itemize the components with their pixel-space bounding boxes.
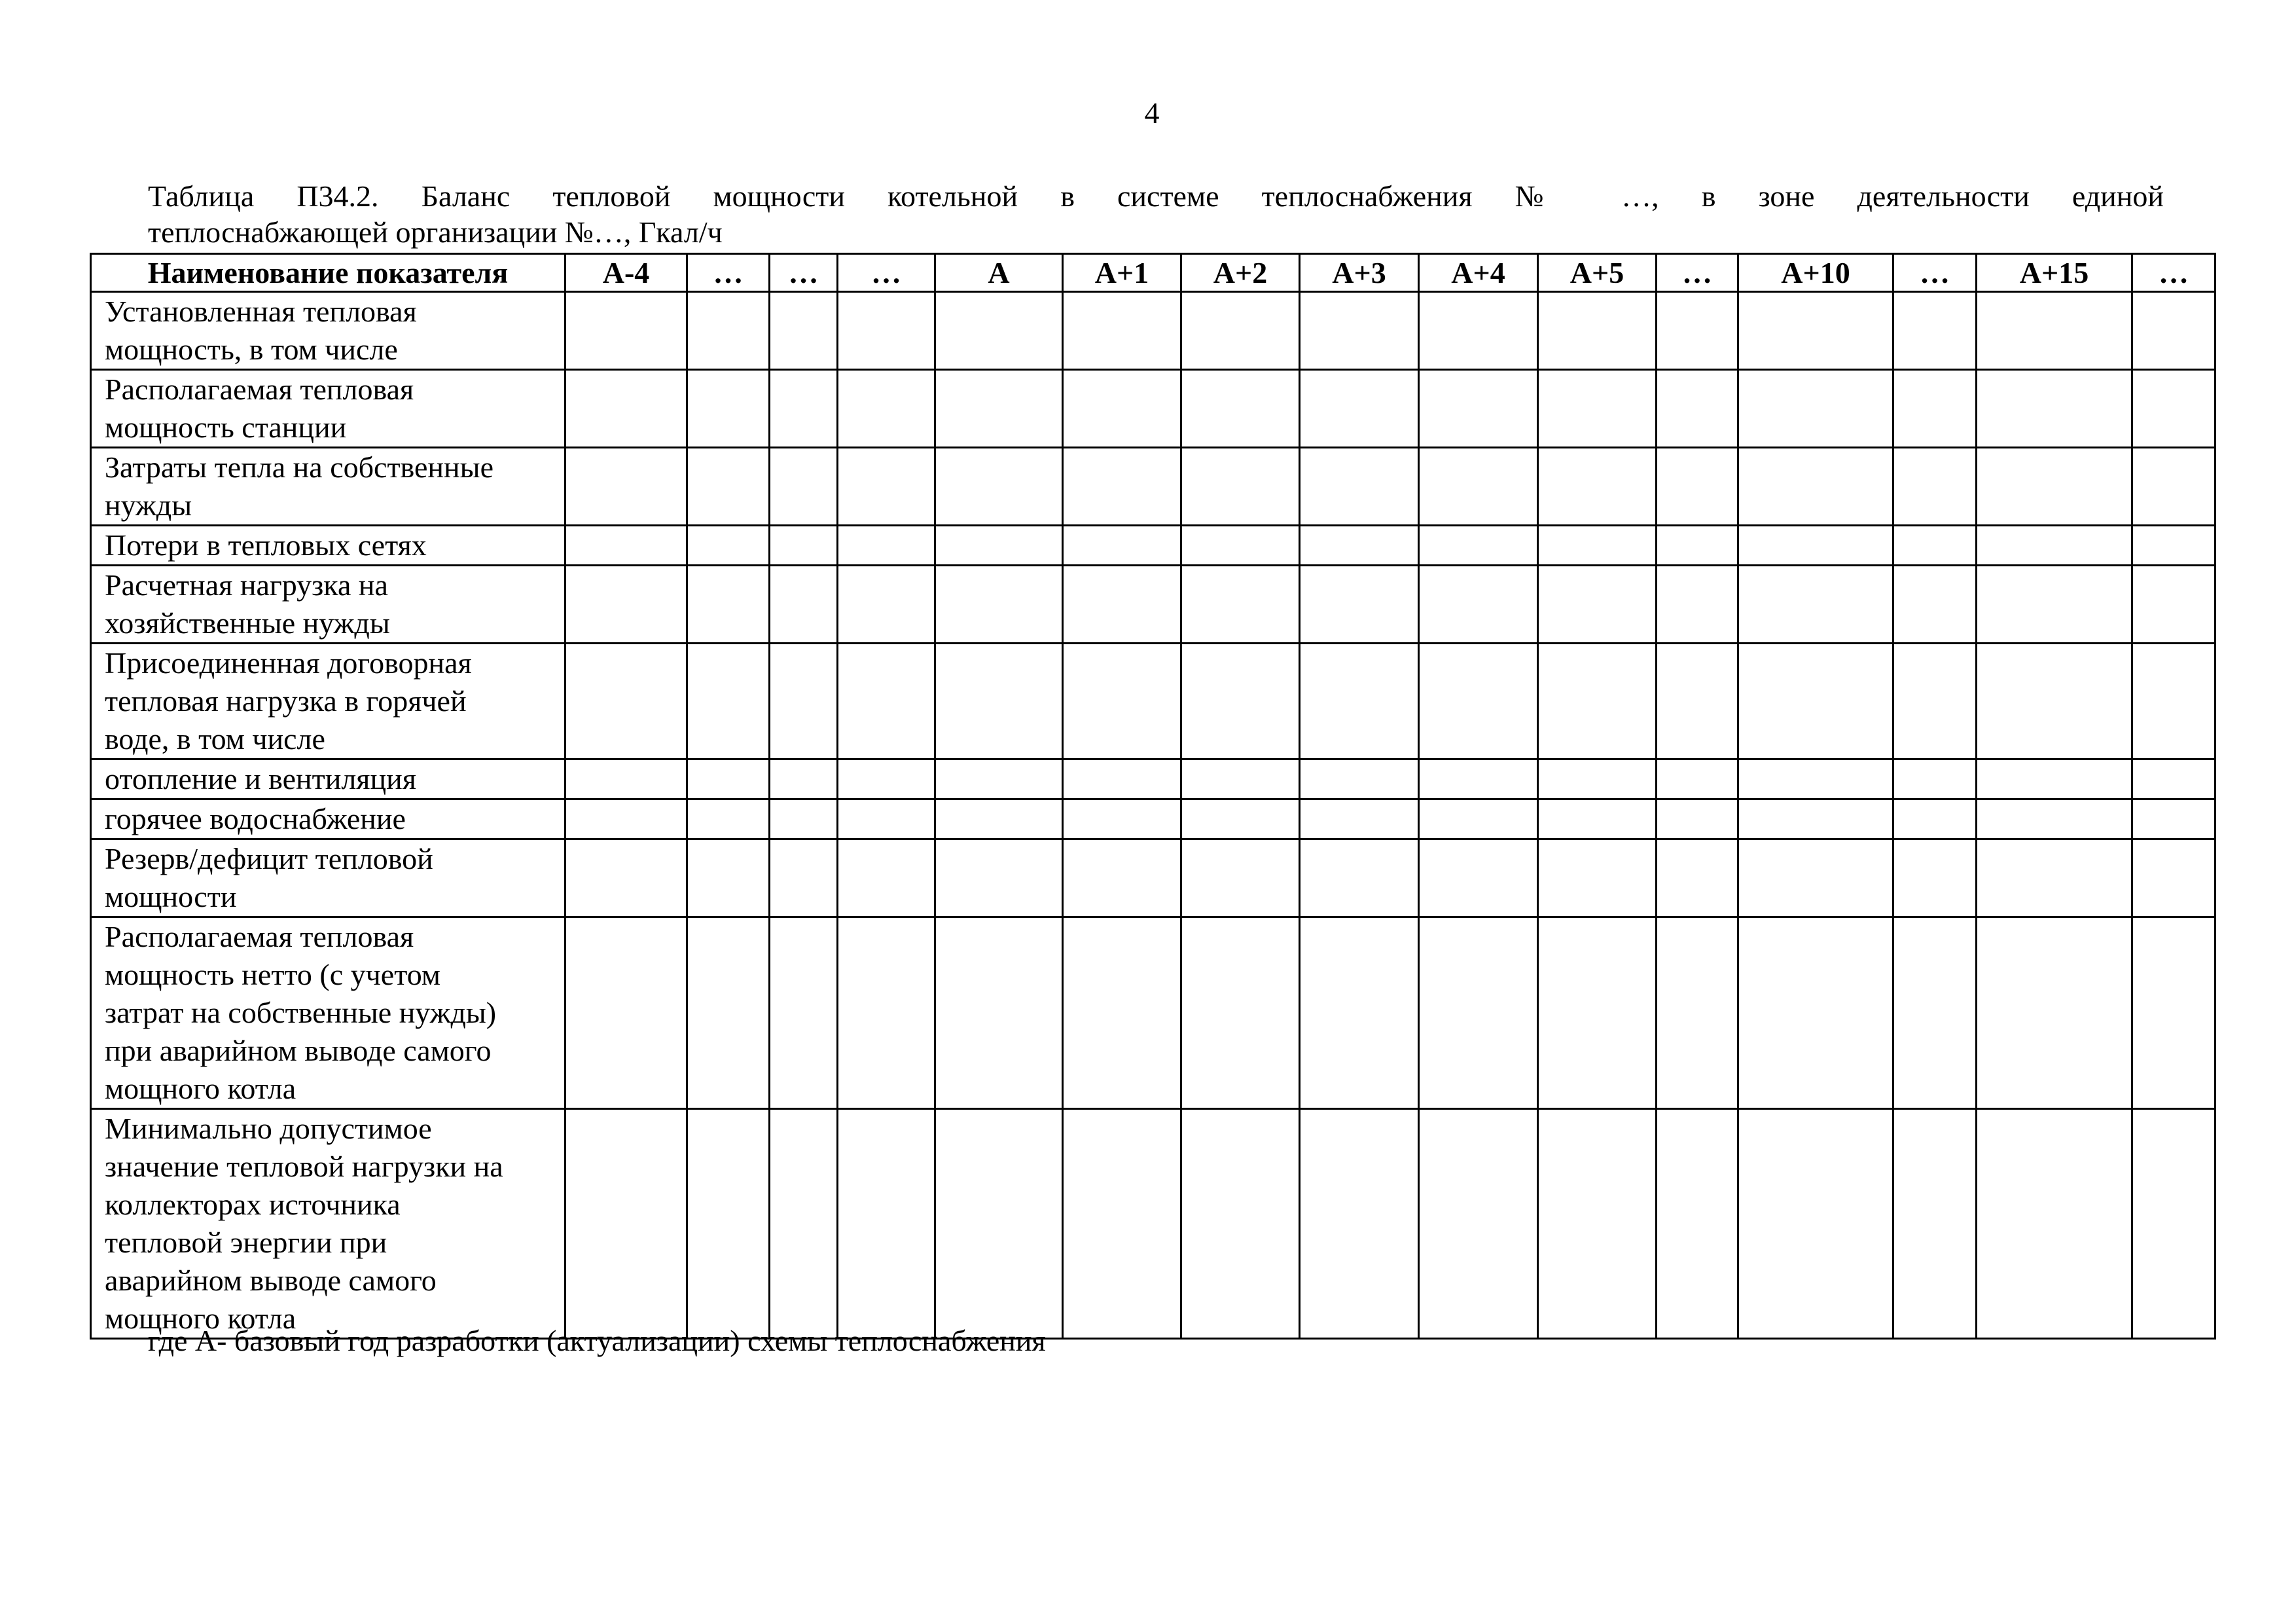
- value-cell[interactable]: [838, 370, 935, 448]
- value-cell[interactable]: [770, 644, 838, 759]
- value-cell[interactable]: [770, 1109, 838, 1339]
- value-cell[interactable]: [935, 448, 1063, 526]
- value-cell[interactable]: [838, 644, 935, 759]
- value-cell[interactable]: [565, 370, 687, 448]
- value-cell[interactable]: [1419, 448, 1538, 526]
- value-cell[interactable]: [2132, 370, 2215, 448]
- value-cell[interactable]: [1657, 839, 1738, 917]
- value-cell[interactable]: [935, 370, 1063, 448]
- value-cell[interactable]: [935, 292, 1063, 370]
- row-label: [91, 839, 565, 917]
- value-cell[interactable]: [770, 526, 838, 566]
- value-cell[interactable]: [1657, 759, 1738, 799]
- value-cell[interactable]: [565, 839, 687, 917]
- table-row: [91, 917, 2215, 1109]
- value-cell[interactable]: [1657, 644, 1738, 759]
- value-cell[interactable]: [1538, 370, 1657, 448]
- value-cell[interactable]: [2132, 566, 2215, 644]
- value-cell[interactable]: [1657, 566, 1738, 644]
- value-cell[interactable]: [1063, 839, 1181, 917]
- value-cell[interactable]: [838, 839, 935, 917]
- value-cell[interactable]: [687, 759, 770, 799]
- value-cell[interactable]: [565, 799, 687, 839]
- column-header-year: А+3: [1300, 254, 1419, 292]
- value-cell[interactable]: [1063, 759, 1181, 799]
- value-cell[interactable]: [687, 370, 770, 448]
- table-row: [91, 644, 2215, 759]
- value-cell[interactable]: [1657, 917, 1738, 1109]
- value-cell[interactable]: [935, 526, 1063, 566]
- value-cell[interactable]: [1977, 759, 2132, 799]
- value-cell[interactable]: [565, 448, 687, 526]
- table-row: [91, 839, 2215, 917]
- value-cell[interactable]: [1738, 566, 1893, 644]
- value-cell[interactable]: [1300, 448, 1419, 526]
- value-cell[interactable]: [565, 917, 687, 1109]
- footnote: где А- базовый год разработки (актуализации) схемы теплоснабжения: [148, 1324, 1046, 1357]
- row-label-line: мощности: [105, 880, 237, 913]
- column-header-year: …: [1657, 254, 1738, 292]
- value-cell[interactable]: [935, 566, 1063, 644]
- row-label-line: мощность, в том числе: [105, 333, 398, 366]
- value-cell[interactable]: [1300, 292, 1419, 370]
- value-cell[interactable]: [565, 759, 687, 799]
- row-label: [91, 292, 565, 370]
- value-cell[interactable]: [1893, 370, 1977, 448]
- column-header-indicator: Наименование показателя: [91, 254, 565, 292]
- value-cell[interactable]: [1738, 799, 1893, 839]
- value-cell[interactable]: [935, 1109, 1063, 1339]
- value-cell[interactable]: [1977, 526, 2132, 566]
- value-cell[interactable]: [2132, 292, 2215, 370]
- row-label-line: Расчетная нагрузка на: [105, 568, 388, 602]
- column-header-year: А+5: [1538, 254, 1657, 292]
- value-cell[interactable]: [1181, 917, 1300, 1109]
- row-label: [91, 759, 565, 799]
- value-cell[interactable]: [1300, 917, 1419, 1109]
- table-row: [91, 448, 2215, 526]
- value-cell[interactable]: [1893, 566, 1977, 644]
- page-number: 4: [1144, 96, 1160, 130]
- value-cell[interactable]: [1893, 644, 1977, 759]
- value-cell[interactable]: [1977, 370, 2132, 448]
- row-label: [91, 448, 565, 526]
- value-cell[interactable]: [1893, 799, 1977, 839]
- value-cell[interactable]: [1893, 526, 1977, 566]
- row-label-line: мощного котла: [105, 1302, 296, 1335]
- value-cell[interactable]: [1181, 566, 1300, 644]
- value-cell[interactable]: [1181, 644, 1300, 759]
- value-cell[interactable]: [1538, 1109, 1657, 1339]
- row-label-line: Резерв/дефицит тепловой: [105, 842, 433, 875]
- value-cell[interactable]: [2132, 799, 2215, 839]
- value-cell[interactable]: [1977, 644, 2132, 759]
- value-cell[interactable]: [1063, 370, 1181, 448]
- value-cell[interactable]: [1063, 644, 1181, 759]
- value-cell[interactable]: [2132, 759, 2215, 799]
- column-header-year: А+10: [1738, 254, 1893, 292]
- value-cell[interactable]: [770, 292, 838, 370]
- row-label: [91, 1109, 565, 1339]
- value-cell[interactable]: [1300, 839, 1419, 917]
- value-cell[interactable]: [1893, 292, 1977, 370]
- value-cell[interactable]: [1419, 526, 1538, 566]
- value-cell[interactable]: [1657, 292, 1738, 370]
- value-cell[interactable]: [1419, 759, 1538, 799]
- row-label-line: мощного котла: [105, 1072, 296, 1105]
- value-cell[interactable]: [1419, 1109, 1538, 1339]
- value-cell[interactable]: [935, 759, 1063, 799]
- value-cell[interactable]: [1063, 1109, 1181, 1339]
- value-cell[interactable]: [838, 292, 935, 370]
- value-cell[interactable]: [770, 799, 838, 839]
- column-header-year: …: [1893, 254, 1977, 292]
- row-label: [91, 917, 565, 1109]
- value-cell[interactable]: [1181, 759, 1300, 799]
- value-cell[interactable]: [1300, 799, 1419, 839]
- value-cell[interactable]: [838, 1109, 935, 1339]
- value-cell[interactable]: [687, 839, 770, 917]
- value-cell[interactable]: [1419, 370, 1538, 448]
- table-body: [91, 292, 2215, 1339]
- value-cell[interactable]: [1300, 1109, 1419, 1339]
- value-cell[interactable]: [1738, 448, 1893, 526]
- value-cell[interactable]: [687, 566, 770, 644]
- value-cell[interactable]: [687, 292, 770, 370]
- row-label-line: мощность нетто (с учетом: [105, 958, 440, 991]
- value-cell[interactable]: [1977, 799, 2132, 839]
- value-cell[interactable]: [1738, 292, 1893, 370]
- value-cell[interactable]: [1738, 526, 1893, 566]
- value-cell[interactable]: [1738, 839, 1893, 917]
- column-header-year: А-4: [565, 254, 687, 292]
- value-cell[interactable]: [2132, 448, 2215, 526]
- value-cell[interactable]: [2132, 1109, 2215, 1339]
- value-cell[interactable]: [770, 566, 838, 644]
- value-cell[interactable]: [1657, 370, 1738, 448]
- heat-balance-table: [90, 253, 2216, 1340]
- value-cell[interactable]: [1657, 1109, 1738, 1339]
- row-label-line: мощность станции: [105, 410, 347, 444]
- value-cell[interactable]: [1181, 1109, 1300, 1339]
- value-cell[interactable]: [1977, 448, 2132, 526]
- value-cell[interactable]: [1738, 759, 1893, 799]
- value-cell[interactable]: [1063, 292, 1181, 370]
- value-cell[interactable]: [1893, 839, 1977, 917]
- value-cell[interactable]: [1977, 917, 2132, 1109]
- value-cell[interactable]: [687, 917, 770, 1109]
- value-cell[interactable]: [838, 448, 935, 526]
- column-header-year: А+1: [1063, 254, 1181, 292]
- value-cell[interactable]: [1538, 759, 1657, 799]
- table-row: [91, 566, 2215, 644]
- value-cell[interactable]: [1977, 566, 2132, 644]
- value-cell[interactable]: [1657, 448, 1738, 526]
- value-cell[interactable]: [1063, 566, 1181, 644]
- value-cell[interactable]: [687, 1109, 770, 1339]
- value-cell[interactable]: [935, 839, 1063, 917]
- value-cell[interactable]: [1181, 526, 1300, 566]
- value-cell[interactable]: [1300, 644, 1419, 759]
- value-cell[interactable]: [1538, 448, 1657, 526]
- value-cell[interactable]: [1893, 759, 1977, 799]
- value-cell[interactable]: [1977, 839, 2132, 917]
- value-cell[interactable]: [1419, 839, 1538, 917]
- value-cell[interactable]: [1538, 644, 1657, 759]
- row-label: [91, 644, 565, 759]
- column-header-year: А: [935, 254, 1063, 292]
- value-cell[interactable]: [565, 1109, 687, 1339]
- table-row: [91, 759, 2215, 799]
- value-cell[interactable]: [1181, 292, 1300, 370]
- row-label-line: при аварийном выводе самого: [105, 1034, 492, 1067]
- row-label-line: Затраты тепла на собственные: [105, 450, 493, 484]
- value-cell[interactable]: [935, 917, 1063, 1109]
- table-row: [91, 1109, 2215, 1339]
- column-header-year: А+15: [1977, 254, 2132, 292]
- value-cell[interactable]: [565, 526, 687, 566]
- value-cell[interactable]: [770, 759, 838, 799]
- value-cell[interactable]: [1738, 370, 1893, 448]
- value-cell[interactable]: [1300, 566, 1419, 644]
- table-row: [91, 799, 2215, 839]
- row-label: [91, 566, 565, 644]
- table-row: [91, 526, 2215, 566]
- value-cell[interactable]: [1063, 526, 1181, 566]
- value-cell[interactable]: [838, 566, 935, 644]
- value-cell[interactable]: [1657, 526, 1738, 566]
- row-label-line: Установленная тепловая: [105, 295, 417, 328]
- value-cell[interactable]: [1893, 917, 1977, 1109]
- value-cell[interactable]: [1538, 839, 1657, 917]
- value-cell[interactable]: [1419, 292, 1538, 370]
- column-header-year: …: [687, 254, 770, 292]
- value-cell[interactable]: [1538, 799, 1657, 839]
- value-cell[interactable]: [1181, 799, 1300, 839]
- value-cell[interactable]: [1977, 292, 2132, 370]
- value-cell[interactable]: [1063, 799, 1181, 839]
- row-label-line: значение тепловой нагрузки на: [105, 1150, 503, 1183]
- value-cell[interactable]: [687, 448, 770, 526]
- row-label-line: тепловой энергии при: [105, 1226, 387, 1259]
- value-cell[interactable]: [1538, 917, 1657, 1109]
- value-cell[interactable]: [1419, 644, 1538, 759]
- table-caption: Таблица П34.2. Баланс тепловой мощности котельной в системе теплоснабжения № …, в зоне деятельности единой: [148, 179, 2164, 213]
- value-cell[interactable]: [935, 799, 1063, 839]
- value-cell[interactable]: [1657, 799, 1738, 839]
- value-cell[interactable]: [770, 917, 838, 1109]
- column-header-year: …: [2132, 254, 2215, 292]
- value-cell[interactable]: [565, 644, 687, 759]
- row-label-line: Располагаемая тепловая: [105, 373, 414, 406]
- value-cell[interactable]: [687, 526, 770, 566]
- value-cell[interactable]: [770, 370, 838, 448]
- row-label: [91, 370, 565, 448]
- row-label-line: воде, в том числе: [105, 722, 325, 756]
- value-cell[interactable]: [1538, 566, 1657, 644]
- column-header-year: А+2: [1181, 254, 1300, 292]
- value-cell[interactable]: [2132, 917, 2215, 1109]
- value-cell[interactable]: [687, 799, 770, 839]
- table-caption-continuation: теплоснабжающей организации №…, Гкал/ч: [148, 215, 723, 249]
- row-label-line: хозяйственные нужды: [105, 606, 390, 640]
- value-cell[interactable]: [1063, 448, 1181, 526]
- row-label-line: нужды: [105, 488, 192, 522]
- row-label-line: тепловая нагрузка в горячей: [105, 684, 467, 718]
- value-cell[interactable]: [1300, 759, 1419, 799]
- value-cell[interactable]: [565, 292, 687, 370]
- value-cell[interactable]: [2132, 839, 2215, 917]
- value-cell[interactable]: [1738, 1109, 1893, 1339]
- value-cell[interactable]: [1538, 526, 1657, 566]
- row-label-line: Потери в тепловых сетях: [105, 528, 427, 562]
- row-label-line: отопление и вентиляция: [105, 762, 416, 795]
- value-cell[interactable]: [1300, 370, 1419, 448]
- row-label-line: затрат на собственные нужды): [105, 996, 497, 1029]
- value-cell[interactable]: [1977, 1109, 2132, 1339]
- column-header-year: …: [770, 254, 838, 292]
- row-label-line: аварийном выводе самого: [105, 1264, 437, 1297]
- value-cell[interactable]: [1063, 917, 1181, 1109]
- value-cell[interactable]: [565, 566, 687, 644]
- value-cell[interactable]: [2132, 526, 2215, 566]
- value-cell[interactable]: [838, 917, 935, 1109]
- row-label-line: Располагаемая тепловая: [105, 920, 414, 953]
- value-cell[interactable]: [935, 644, 1063, 759]
- value-cell[interactable]: [1300, 526, 1419, 566]
- row-label-line: Минимально допустимое: [105, 1112, 432, 1145]
- column-header-year: …: [838, 254, 935, 292]
- value-cell[interactable]: [770, 448, 838, 526]
- column-header-year: А+4: [1419, 254, 1538, 292]
- row-label: [91, 799, 565, 839]
- row-label-line: Присоединенная договорная: [105, 646, 472, 680]
- row-label-line: коллекторах источника: [105, 1188, 401, 1221]
- value-cell[interactable]: [1419, 917, 1538, 1109]
- value-cell[interactable]: [1738, 917, 1893, 1109]
- row-label: [91, 526, 565, 566]
- table-row: [91, 292, 2215, 370]
- value-cell[interactable]: [838, 799, 935, 839]
- value-cell[interactable]: [1181, 448, 1300, 526]
- table-row: [91, 370, 2215, 448]
- value-cell[interactable]: [1738, 644, 1893, 759]
- value-cell[interactable]: [838, 526, 935, 566]
- value-cell[interactable]: [1538, 292, 1657, 370]
- value-cell[interactable]: [770, 839, 838, 917]
- value-cell[interactable]: [838, 759, 935, 799]
- row-label-line: горячее водоснабжение: [105, 802, 406, 835]
- value-cell[interactable]: [1181, 370, 1300, 448]
- value-cell[interactable]: [1893, 1109, 1977, 1339]
- value-cell[interactable]: [1419, 799, 1538, 839]
- table-header-row: [91, 254, 2215, 292]
- value-cell[interactable]: [687, 644, 770, 759]
- value-cell[interactable]: [1419, 566, 1538, 644]
- value-cell[interactable]: [1181, 839, 1300, 917]
- value-cell[interactable]: [2132, 644, 2215, 759]
- value-cell[interactable]: [1893, 448, 1977, 526]
